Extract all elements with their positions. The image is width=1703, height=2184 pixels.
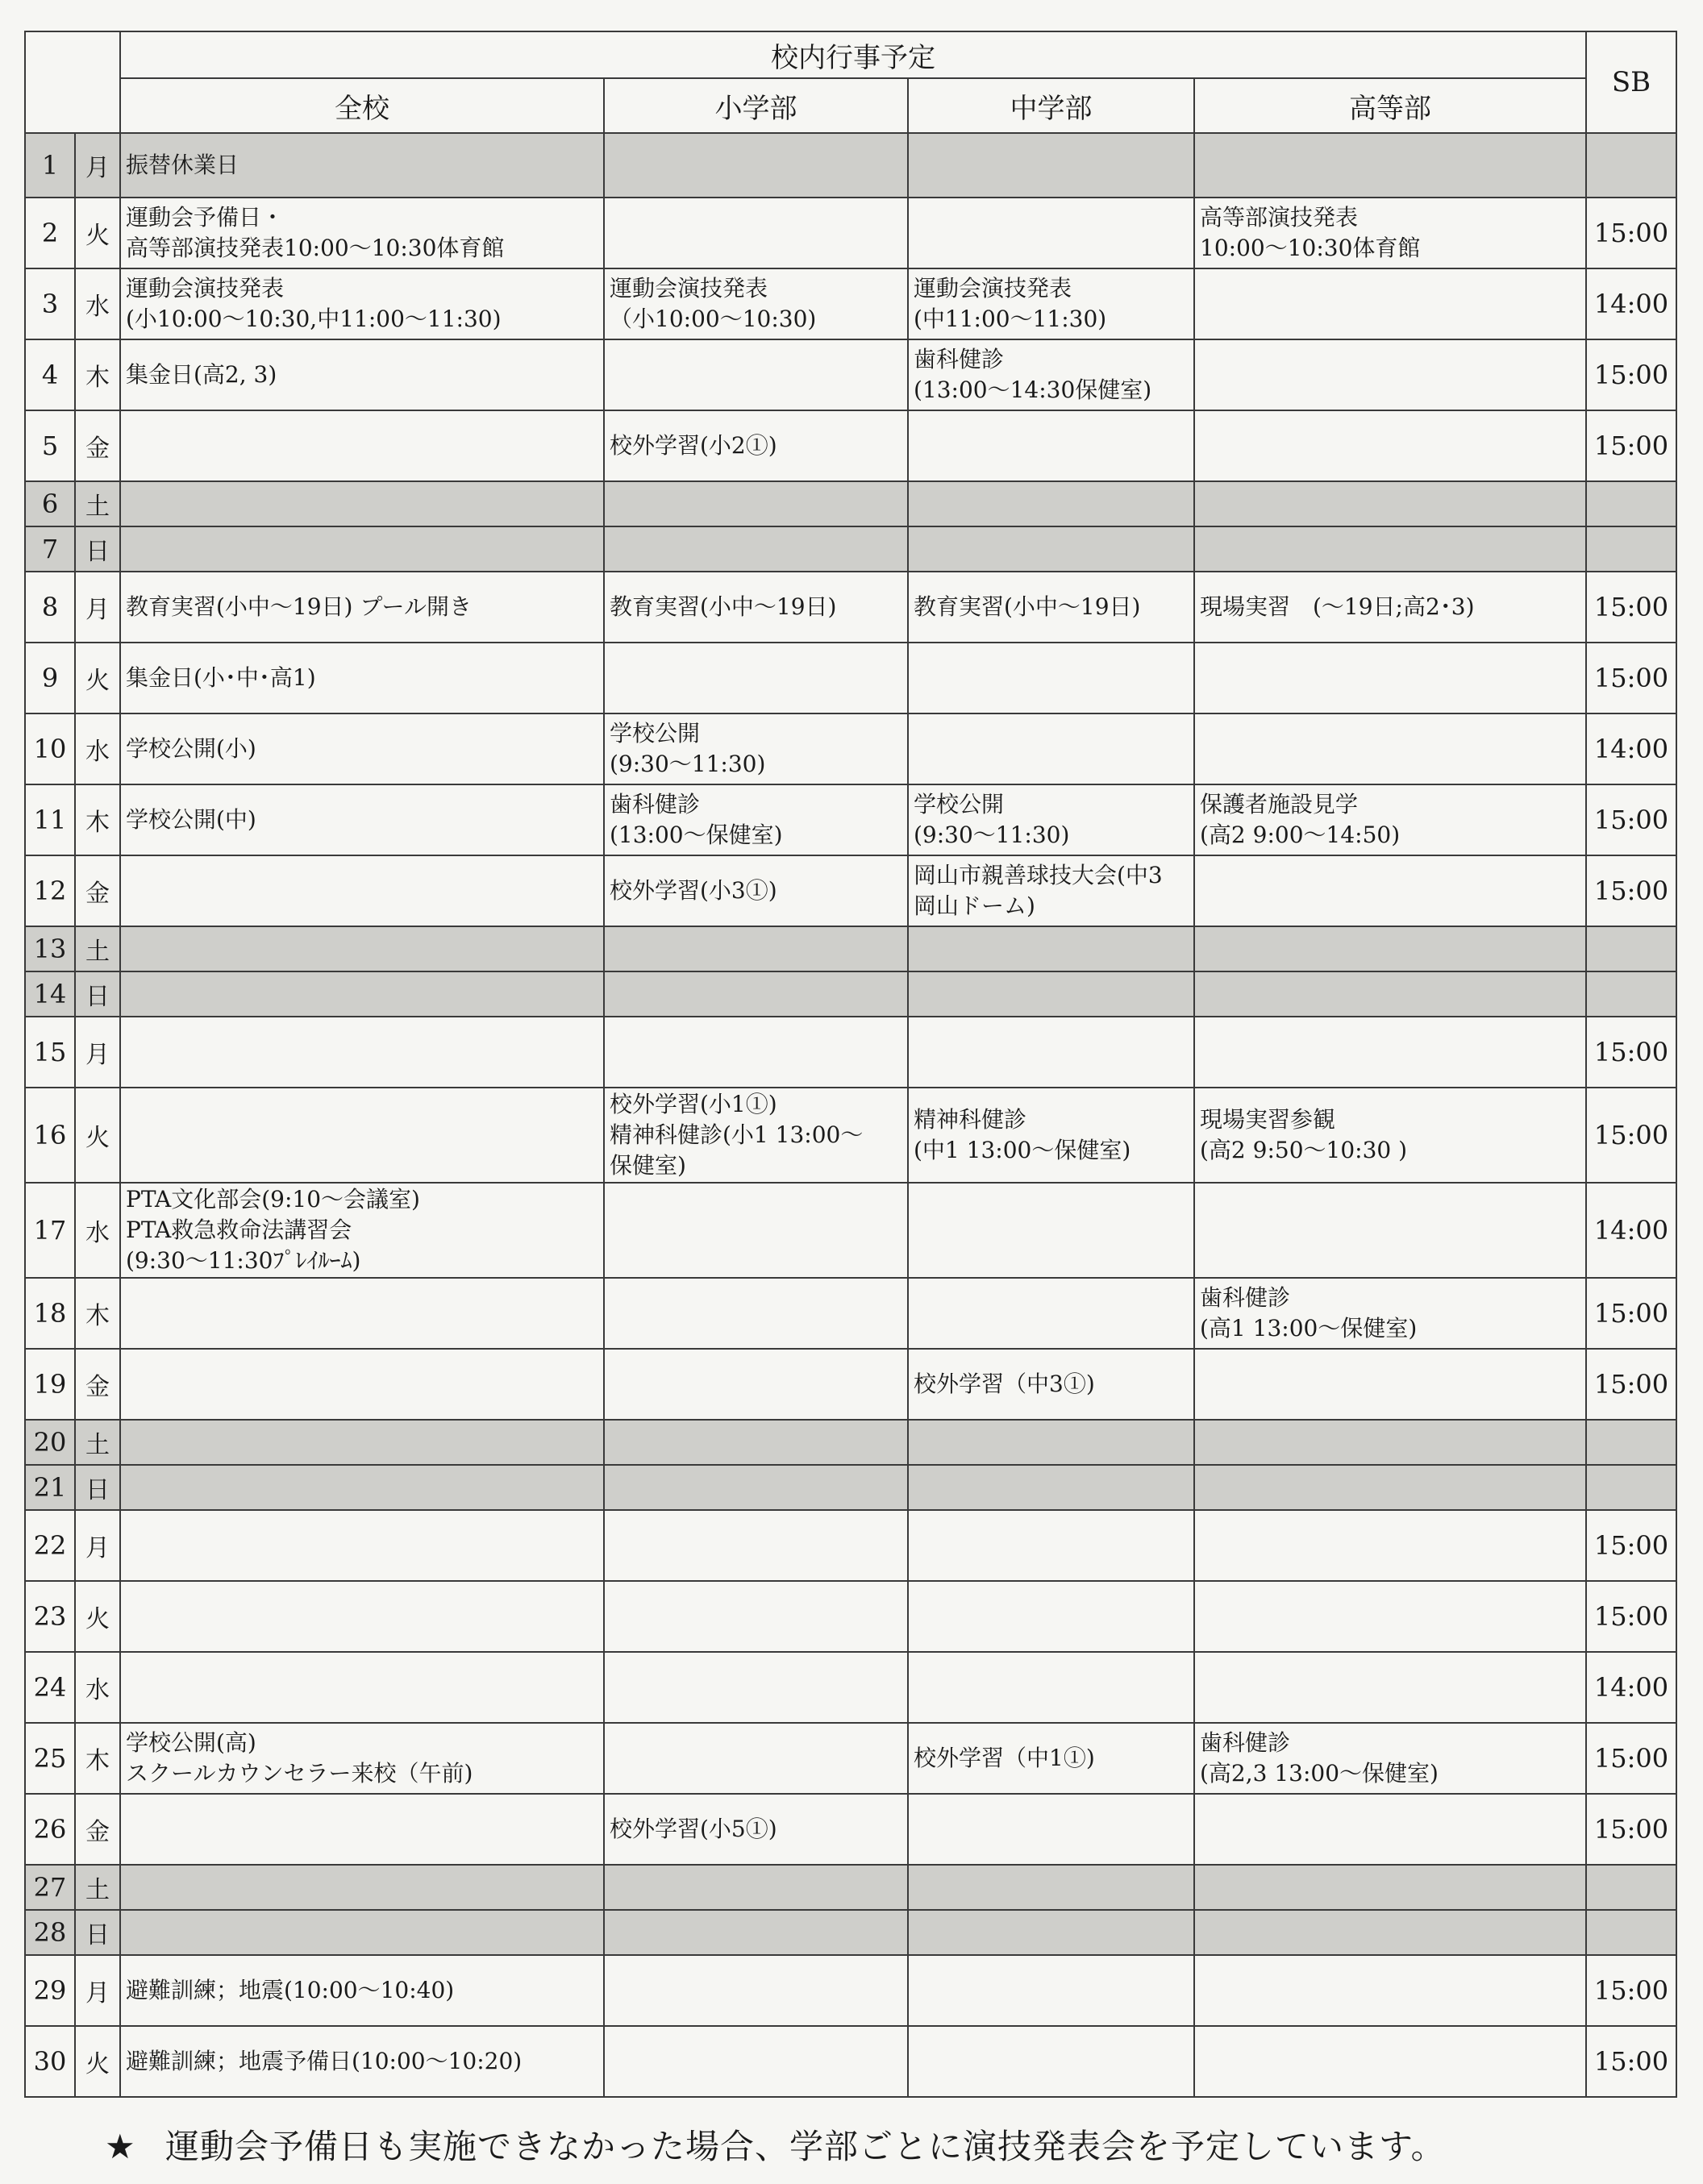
sb-time: 14:00 [1586,1652,1676,1723]
event-chugakubu [908,713,1194,784]
event-shogakubu: 運動会演技発表 （小10:00～10:30) [604,268,908,339]
day-row [25,1510,1676,1581]
event-zenko [120,971,604,1017]
event-zenko: 運動会演技発表 (小10:00～10:30,中11:00～11:30) [120,268,604,339]
event-zenko: 教育実習(小中～19日) プール開き [120,572,604,643]
event-shogakubu [604,1652,908,1723]
event-zenko [120,1278,604,1349]
weekday: 月 [75,1955,120,2026]
day-number: 20 [25,1420,75,1465]
day-number: 13 [25,926,75,971]
sb-time: 15:00 [1586,643,1676,713]
weekday: 水 [75,1652,120,1723]
day-number: 5 [25,410,75,481]
footer-note-text: 運動会予備日も実施できなかった場合、学部ごとに演技発表会を予定しています。 [165,2127,1446,2166]
col-header-shogakubu: 小学部 [604,78,908,133]
event-chugakubu: 校外学習（中1①) [908,1723,1194,1794]
day-row [25,971,1676,1017]
event-chugakubu [908,1183,1194,1278]
event-shogakubu [604,1017,908,1088]
weekday: 木 [75,1723,120,1794]
event-zenko [120,1088,604,1183]
sb-time [1586,926,1676,971]
event-chugakubu [908,1278,1194,1349]
event-shogakubu: 学校公開 (9:30～11:30) [604,713,908,784]
event-shogakubu [604,926,908,971]
event-chugakubu [908,410,1194,481]
sb-time: 14:00 [1586,1183,1676,1278]
weekday: 金 [75,855,120,926]
day-number: 8 [25,572,75,643]
day-row [25,339,1676,410]
day-number: 29 [25,1955,75,2026]
day-row [25,855,1676,926]
event-chugakubu [908,1910,1194,1955]
day-row [25,1017,1676,1088]
sb-time: 15:00 [1586,1581,1676,1652]
event-shogakubu [604,2026,908,2097]
event-chugakubu: 精神科健診 (中1 13:00～保健室) [908,1088,1194,1183]
event-kotobu [1194,268,1586,339]
event-shogakubu [604,1723,908,1794]
event-kotobu [1194,1465,1586,1510]
event-shogakubu [604,1955,908,2026]
event-zenko [120,1652,604,1723]
event-kotobu [1194,1017,1586,1088]
day-number: 26 [25,1794,75,1865]
day-number: 1 [25,133,75,198]
event-chugakubu: 校外学習（中3①) [908,1349,1194,1420]
event-chugakubu: 学校公開 (9:30～11:30) [908,784,1194,855]
event-shogakubu [604,481,908,526]
sb-time: 15:00 [1586,198,1676,268]
event-zenko: 学校公開(高) スクールカウンセラー来校（午前) [120,1723,604,1794]
event-kotobu [1194,1183,1586,1278]
day-row [25,784,1676,855]
event-kotobu [1194,1955,1586,2026]
event-kotobu [1194,481,1586,526]
event-shogakubu: 歯科健診 (13:00～保健室) [604,784,908,855]
event-shogakubu [604,1183,908,1278]
sb-time [1586,1910,1676,1955]
event-chugakubu [908,133,1194,198]
sb-time [1586,1465,1676,1510]
event-zenko: 避難訓練；地震予備日(10:00～10:20) [120,2026,604,2097]
weekday: 日 [75,1910,120,1955]
event-chugakubu: 教育実習(小中～19日) [908,572,1194,643]
day-row [25,1420,1676,1465]
event-shogakubu [604,1420,908,1465]
event-chugakubu [908,1955,1194,2026]
day-row [25,1088,1676,1183]
weekday: 木 [75,784,120,855]
day-number: 14 [25,971,75,1017]
event-zenko [120,926,604,971]
event-kotobu [1194,2026,1586,2097]
day-row [25,1465,1676,1510]
weekday: 火 [75,1581,120,1652]
day-number: 22 [25,1510,75,1581]
sb-time: 15:00 [1586,339,1676,410]
weekday: 火 [75,198,120,268]
event-kotobu [1194,855,1586,926]
sb-time: 15:00 [1586,1723,1676,1794]
event-kotobu: 歯科健診 (高2,3 13:00～保健室) [1194,1723,1586,1794]
event-chugakubu [908,1652,1194,1723]
event-zenko [120,1510,604,1581]
event-kotobu [1194,1420,1586,1465]
day-number: 24 [25,1652,75,1723]
event-zenko [120,1865,604,1910]
event-chugakubu: 歯科健診 (13:00～14:30保健室) [908,339,1194,410]
sb-time: 15:00 [1586,410,1676,481]
event-shogakubu: 教育実習(小中～19日) [604,572,908,643]
event-zenko [120,1349,604,1420]
weekday: 水 [75,713,120,784]
weekday: 金 [75,1794,120,1865]
event-kotobu [1194,971,1586,1017]
sb-time: 14:00 [1586,713,1676,784]
day-row [25,713,1676,784]
day-row [25,926,1676,971]
sb-time: 15:00 [1586,2026,1676,2097]
event-kotobu [1194,1794,1586,1865]
weekday: 日 [75,526,120,572]
event-zenko: 集金日(小･中･高1) [120,643,604,713]
sb-time: 15:00 [1586,1278,1676,1349]
event-zenko [120,1420,604,1465]
weekday: 月 [75,133,120,198]
event-shogakubu [604,339,908,410]
day-number: 9 [25,643,75,713]
col-header-chugakubu: 中学部 [908,78,1194,133]
day-row [25,1723,1676,1794]
weekday: 土 [75,1420,120,1465]
event-chugakubu: 岡山市親善球技大会(中3 岡山ドーム) [908,855,1194,926]
day-number: 4 [25,339,75,410]
event-shogakubu [604,1465,908,1510]
event-chugakubu [908,1017,1194,1088]
day-number: 3 [25,268,75,339]
day-number: 19 [25,1349,75,1420]
event-kotobu: 歯科健診 (高1 13:00～保健室) [1194,1278,1586,1349]
day-row [25,268,1676,339]
event-chugakubu [908,1794,1194,1865]
event-zenko: 学校公開(中) [120,784,604,855]
sb-time: 15:00 [1586,1955,1676,2026]
sb-time [1586,971,1676,1017]
event-kotobu [1194,926,1586,971]
schedule-body [25,133,1676,2097]
day-number: 12 [25,855,75,926]
event-zenko [120,526,604,572]
day-number: 6 [25,481,75,526]
sb-time: 15:00 [1586,1510,1676,1581]
event-kotobu [1194,1581,1586,1652]
group-title: 校内行事予定 [120,31,1586,78]
day-number: 21 [25,1465,75,1510]
day-row [25,526,1676,572]
day-number: 11 [25,784,75,855]
weekday: 月 [75,1510,120,1581]
event-zenko: 振替休業日 [120,133,604,198]
event-kotobu [1194,1652,1586,1723]
weekday: 火 [75,2026,120,2097]
event-zenko [120,481,604,526]
event-zenko [120,1017,604,1088]
day-row [25,1183,1676,1278]
event-zenko: 集金日(高2, 3) [120,339,604,410]
day-row [25,133,1676,198]
event-shogakubu: 校外学習(小1①) 精神科健診(小1 13:00～ 保健室) [604,1088,908,1183]
event-chugakubu: 運動会演技発表 (中11:00～11:30) [908,268,1194,339]
day-number: 25 [25,1723,75,1794]
event-shogakubu [604,1581,908,1652]
event-kotobu [1194,713,1586,784]
event-chugakubu [908,1420,1194,1465]
col-header-zenko: 全校 [120,78,604,133]
weekday: 金 [75,410,120,481]
weekday: 土 [75,1865,120,1910]
sb-time [1586,481,1676,526]
sb-time: 15:00 [1586,1794,1676,1865]
weekday: 月 [75,572,120,643]
sb-time [1586,133,1676,198]
event-shogakubu [604,133,908,198]
day-row [25,1955,1676,2026]
day-number: 30 [25,2026,75,2097]
event-shogakubu [604,1910,908,1955]
weekday: 土 [75,481,120,526]
event-chugakubu [908,643,1194,713]
sb-time [1586,1420,1676,1465]
schedule-table [24,31,1677,2098]
event-kotobu [1194,643,1586,713]
event-chugakubu [908,481,1194,526]
day-number: 23 [25,1581,75,1652]
event-chugakubu [908,926,1194,971]
weekday: 日 [75,1465,120,1510]
event-zenko: PTA文化部会(9:10～会議室) PTA救急救命法講習会 (9:30～11:30ﾌﾟﾚｲﾙｰﾑ) [120,1183,604,1278]
event-chugakubu [908,2026,1194,2097]
day-row [25,1652,1676,1723]
sb-time: 14:00 [1586,268,1676,339]
footer-note [105,2120,1446,2169]
event-zenko [120,1910,604,1955]
day-row [25,1865,1676,1910]
event-kotobu: 現場実習参観 (高2 9:50～10:30 ) [1194,1088,1586,1183]
day-row [25,198,1676,268]
event-zenko [120,1465,604,1510]
weekday: 月 [75,1017,120,1088]
event-shogakubu: 校外学習(小5①) [604,1794,908,1865]
weekday: 水 [75,1183,120,1278]
day-number: 16 [25,1088,75,1183]
event-kotobu [1194,133,1586,198]
day-row [25,481,1676,526]
day-row [25,572,1676,643]
event-zenko [120,1794,604,1865]
day-row [25,2026,1676,2097]
sb-time: 15:00 [1586,1088,1676,1183]
sb-time: 15:00 [1586,855,1676,926]
sb-time: 15:00 [1586,1349,1676,1420]
event-shogakubu [604,198,908,268]
sb-time [1586,1865,1676,1910]
event-zenko: 運動会予備日・ 高等部演技発表10:00～10:30体育館 [120,198,604,268]
event-chugakubu [908,198,1194,268]
weekday: 木 [75,339,120,410]
day-number: 10 [25,713,75,784]
day-number: 7 [25,526,75,572]
event-chugakubu [908,1581,1194,1652]
sb-time: 15:00 [1586,1017,1676,1088]
event-kotobu [1194,1510,1586,1581]
event-zenko [120,855,604,926]
weekday: 火 [75,643,120,713]
event-kotobu: 高等部演技発表 10:00～10:30体育館 [1194,198,1586,268]
day-number: 27 [25,1865,75,1910]
day-number: 18 [25,1278,75,1349]
day-row [25,1910,1676,1955]
day-number: 2 [25,198,75,268]
day-row [25,1581,1676,1652]
event-chugakubu [908,971,1194,1017]
event-chugakubu [908,1465,1194,1510]
sb-time: 15:00 [1586,572,1676,643]
event-shogakubu [604,971,908,1017]
event-kotobu [1194,1349,1586,1420]
event-shogakubu [604,643,908,713]
event-zenko: 学校公開(小) [120,713,604,784]
sb-time [1586,526,1676,572]
day-row [25,1278,1676,1349]
event-kotobu [1194,526,1586,572]
event-chugakubu [908,1865,1194,1910]
event-kotobu [1194,1910,1586,1955]
day-row [25,1794,1676,1865]
event-zenko [120,410,604,481]
event-shogakubu: 校外学習(小3①) [604,855,908,926]
weekday: 水 [75,268,120,339]
event-chugakubu [908,526,1194,572]
weekday: 土 [75,926,120,971]
col-header-kotobu: 高等部 [1194,78,1586,133]
event-shogakubu [604,1278,908,1349]
day-number: 28 [25,1910,75,1955]
event-zenko: 避難訓練；地震(10:00～10:40) [120,1955,604,2026]
weekday: 木 [75,1278,120,1349]
event-kotobu: 現場実習 (～19日;高2･3) [1194,572,1586,643]
event-kotobu [1194,339,1586,410]
day-row [25,1349,1676,1420]
event-kotobu [1194,1865,1586,1910]
weekday: 火 [75,1088,120,1183]
weekday: 日 [75,971,120,1017]
event-shogakubu [604,1510,908,1581]
day-row [25,643,1676,713]
event-shogakubu [604,526,908,572]
event-chugakubu [908,1510,1194,1581]
weekday: 金 [75,1349,120,1420]
day-row [25,410,1676,481]
event-zenko [120,1581,604,1652]
day-number: 17 [25,1183,75,1278]
sb-header: SB [1586,31,1676,133]
event-shogakubu [604,1865,908,1910]
event-kotobu: 保護者施設見学 (高2 9:00～14:50) [1194,784,1586,855]
star-icon: ★ [105,2127,136,2166]
event-kotobu [1194,410,1586,481]
event-shogakubu: 校外学習(小2①) [604,410,908,481]
day-number: 15 [25,1017,75,1088]
event-shogakubu [604,1349,908,1420]
sb-time: 15:00 [1586,784,1676,855]
corner-cell [25,31,120,133]
